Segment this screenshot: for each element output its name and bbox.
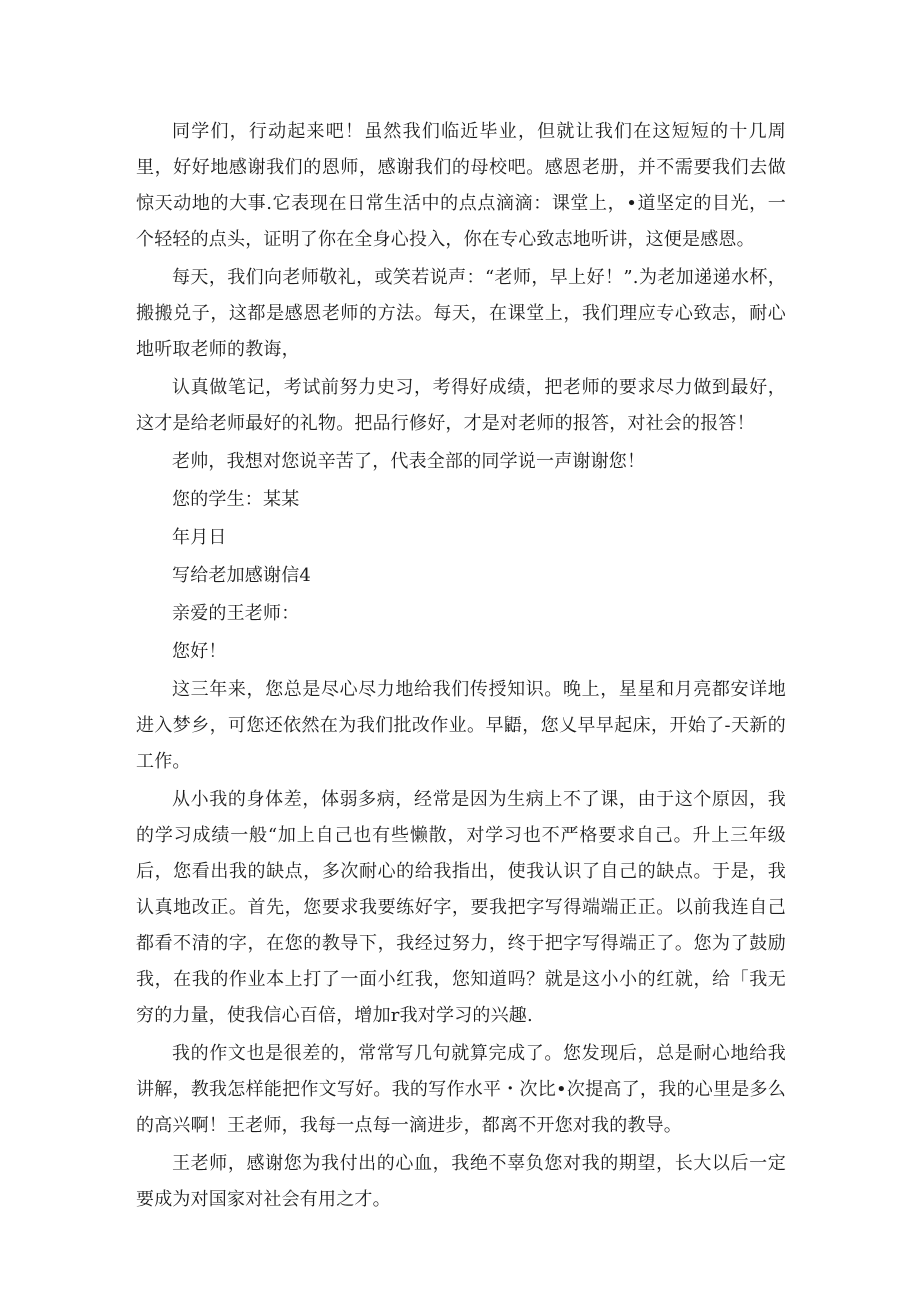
paragraph-closing: 王老师，感谢您为我付出的心血，我绝不辜负您对我的期望，长大以后一定要成为对国家对社会有用之才。 [136, 1153, 786, 1210]
signature-line: 您的学生：某某 [172, 489, 300, 510]
thank-you-line: 老帅，我想对您说辛苦了，代表全部的同学说一声谢谢您！ [172, 451, 646, 472]
paragraph-improvement: 从小我的身体差，体弱多病，经常是因为生病上不了课，由于这个原因，我的学习成绩一般“加上自己也有些懒散，对学习也不严格要求自己。升上三年级后，您看出我的缺点，多次耐心的给我指出，使我认识了自己的缺点。于是，我认真地改正。首先，您要求我要练好字，要我把字写得端端正正。以前我连自己都看不清的字，在您的教导下，我经过努力，终于把字写得端正了。您为了鼓励我，在我的作业本上打了一面小红我，您知道吗？就是这小小的红就，给「我无穷的力量，使我信心百倍，增加r我对学习的兴趣. [136, 789, 786, 1026]
paragraph-call-to-action: 同学们，行动起来吧！虽然我们临近毕业，但就让我们在这短短的十几周里，好好地感谢我们的恩师，感谢我们的母校吧。感恩老册，并不需要我们去做惊天动地的大事.它表现在日常生活中的点点滴滴：课堂上，•道坚定的目光，一个轻轻的点头，证明了你在全身心投入，你在专心致志地听讲，这便是感恩。 [136, 121, 786, 250]
section-heading: 写给老加感谢信4 [172, 565, 312, 586]
paragraph-writing: 我的作文也是很差的，常常写几句就算完成了。您发现后，总是耐心地给我讲解，教我怎样能把作文写好。我的写作水平・次比•次提高了，我的心里是多么的高兴啊！王老师，我每一点每一滴进步，都离不开您对我的教导。 [136, 1043, 786, 1136]
greeting: 您好！ [172, 641, 227, 662]
paragraph-three-years: 这三年来，您总是尽心尽力地给我们传授知识。晚上，星星和月亮都安详地进入梦乡，可您还依然在为我们批改作业。早鼯，您乂早早起床，开始了-天新的工作。 [136, 679, 786, 772]
paragraph-best-gift: 认真做笔记，考试前努力史习，考得好成绩，把老师的要求尽力做到最好，这才是给老师最好的礼物。把品行修好，才是对老师的报答，对社会的报答！ [136, 377, 786, 434]
paragraph-daily-gratitude: 每天，我们向老师敬礼，或笑若说声：“老师，早上好！”.为老加递递水杯，搬搬兑子，这都是感恩老师的方法。每天，在课堂上，我们理应专心致志，耐心地听取老师的教诲， [136, 267, 786, 360]
salutation: 亲爱的王老师： [172, 603, 300, 624]
date-line: 年月日 [172, 527, 227, 548]
letter-body [136, 114, 786, 1218]
